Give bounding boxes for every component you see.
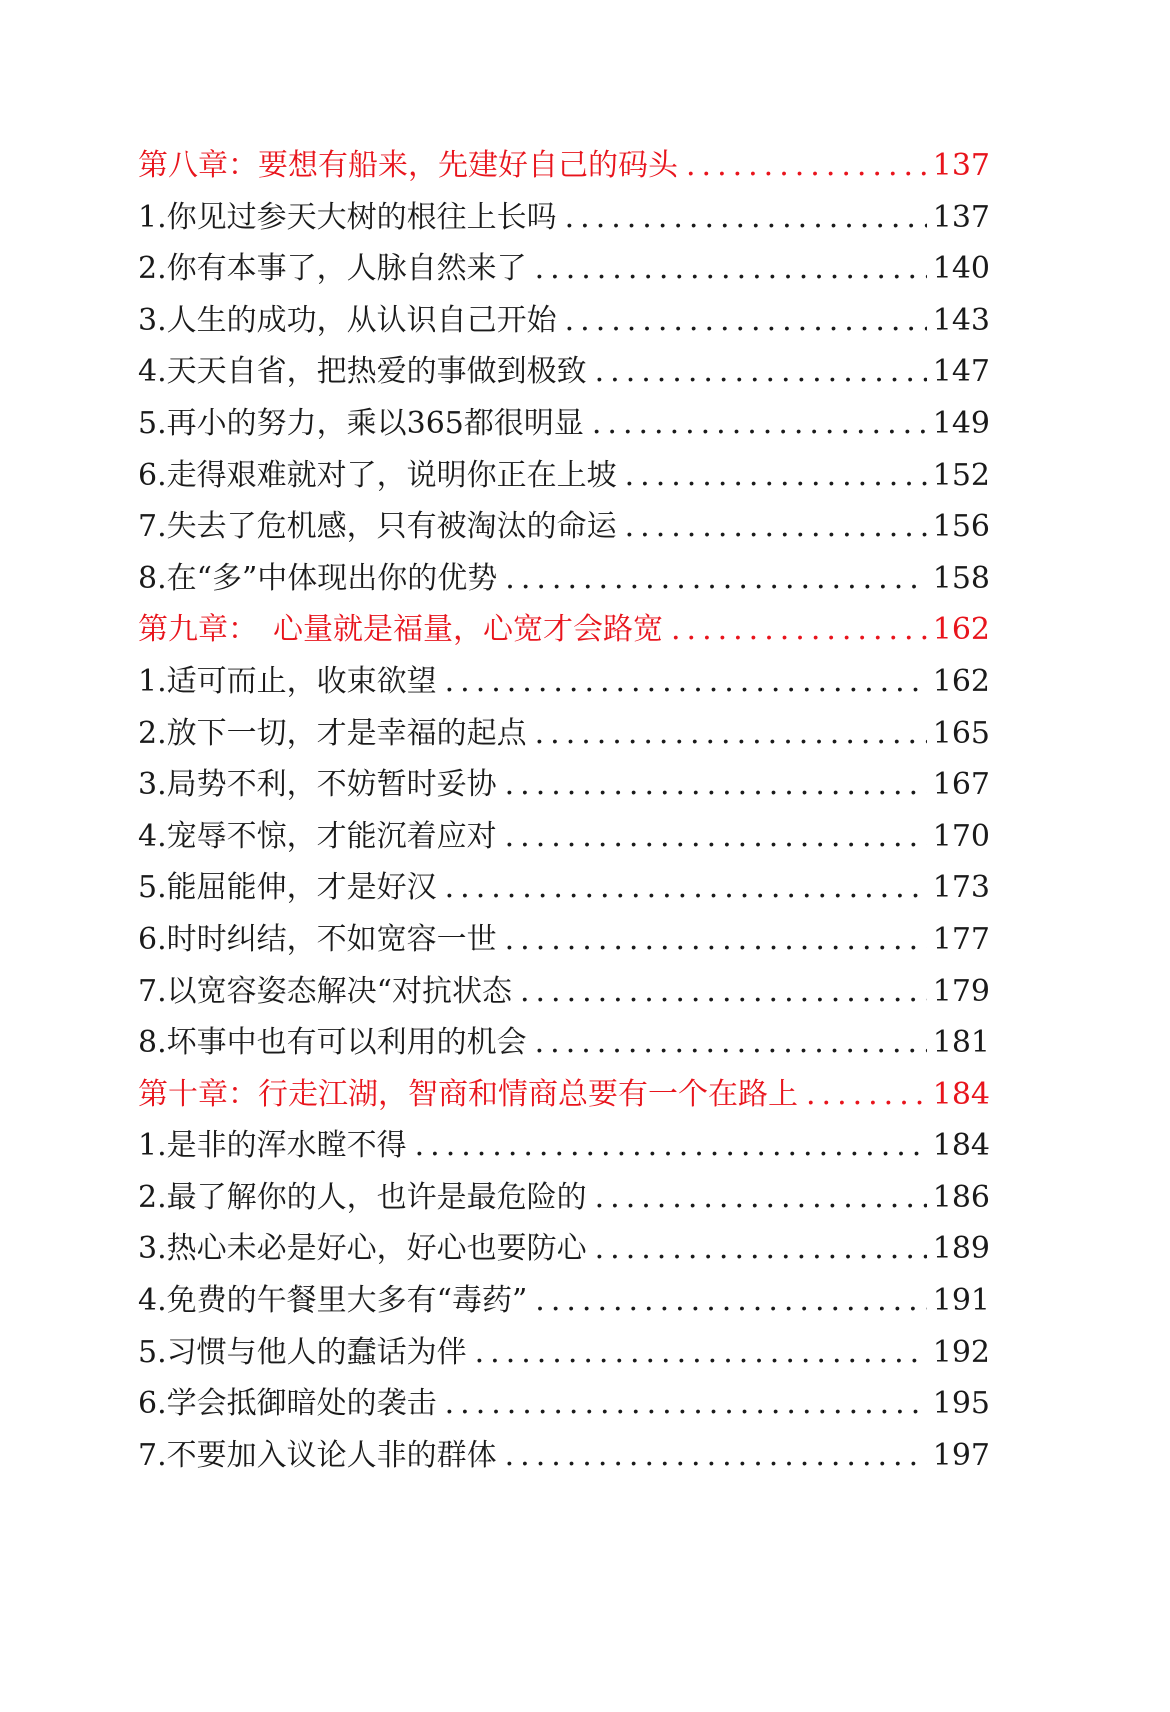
dot-leader [595, 346, 927, 398]
toc-entry[interactable] [138, 966, 990, 1018]
dot-leader [595, 1172, 927, 1224]
toc-page-number: 177 [932, 921, 990, 957]
dot-leader [535, 708, 927, 760]
toc-title: 4.宠辱不惊，才能沉着应对 [138, 818, 497, 854]
table-of-contents [138, 140, 990, 1481]
toc-entry[interactable] [138, 398, 990, 450]
dot-leader [505, 553, 926, 605]
toc-entry[interactable] [138, 1120, 990, 1172]
toc-entry[interactable] [138, 1275, 990, 1327]
dot-leader [520, 966, 927, 1018]
toc-title: 5.能屈能伸，才是好汉 [138, 870, 437, 906]
toc-title: 4.免费的午餐里大多有“毒药” [138, 1283, 528, 1319]
dot-leader [445, 862, 927, 914]
toc-entry[interactable] [138, 1172, 990, 1224]
toc-page-number: 197 [932, 1437, 990, 1473]
dot-leader [505, 914, 927, 966]
toc-chapter-heading[interactable] [138, 604, 990, 656]
toc-entry[interactable] [138, 295, 990, 347]
toc-page-number: 140 [932, 251, 990, 287]
toc-entry[interactable] [138, 759, 990, 811]
toc-entry[interactable] [138, 914, 990, 966]
toc-entry[interactable] [138, 346, 990, 398]
toc-title: 7.以宽容姿态解决“对抗状态 [138, 973, 512, 1009]
toc-title: 5.习惯与他人的蠢话为伴 [138, 1334, 467, 1370]
toc-page-number: 179 [932, 973, 990, 1009]
toc-entry[interactable] [138, 501, 990, 553]
toc-entry[interactable] [138, 1017, 990, 1069]
toc-page-number: 181 [932, 1025, 990, 1061]
toc-title: 5.再小的努力，乘以365都很明显 [138, 405, 584, 441]
toc-title: 1.是非的浑水瞠不得 [138, 1128, 407, 1164]
dot-leader [565, 192, 927, 244]
toc-title: 3.局势不利，不妨暂时妥协 [138, 767, 497, 803]
toc-title: 6.走得艰难就对了，说明你正在上坡 [138, 457, 617, 493]
toc-page-number: 158 [932, 560, 990, 596]
toc-page-number: 173 [932, 870, 990, 906]
toc-entry[interactable] [138, 450, 990, 502]
toc-page-number: 137 [932, 148, 990, 183]
toc-entry[interactable] [138, 1378, 990, 1430]
toc-title: 第十章：行走江湖，智商和情商总要有一个在路上 [138, 1076, 798, 1112]
toc-title: 6.时时纠结，不如宽容一世 [138, 921, 497, 957]
dot-leader [806, 1069, 927, 1121]
toc-title: 6.学会抵御暗处的袭击 [138, 1386, 437, 1422]
dot-leader [565, 295, 927, 347]
toc-page-number: 184 [932, 1128, 990, 1164]
toc-page-number: 137 [932, 199, 990, 235]
toc-title: 8.坏事中也有可以利用的机会 [138, 1025, 527, 1061]
toc-title: 2.放下一切，才是幸福的起点 [138, 715, 527, 751]
toc-entry[interactable] [138, 1223, 990, 1275]
dot-leader [671, 604, 927, 656]
toc-page-number: 189 [932, 1231, 990, 1267]
toc-page-number: 184 [932, 1076, 990, 1112]
toc-page-number: 143 [932, 302, 990, 338]
toc-title: 第八章：要想有船来，先建好自己的码头 [138, 148, 678, 183]
toc-entry[interactable] [138, 1430, 990, 1482]
dot-leader [535, 1017, 927, 1069]
dot-leader [505, 811, 927, 863]
toc-page-number: 192 [932, 1334, 990, 1370]
toc-entry[interactable] [138, 811, 990, 863]
toc-page-number: 167 [932, 767, 990, 803]
dot-leader [686, 140, 927, 192]
toc-chapter-heading[interactable] [138, 1069, 990, 1121]
toc-page-number: 186 [932, 1179, 990, 1215]
toc-page-number: 162 [932, 612, 990, 648]
toc-title: 第九章： 心量就是福量，心宽才会路宽 [138, 612, 663, 648]
toc-title: 7.不要加入议论人非的群体 [138, 1437, 497, 1473]
toc-title: 4.天天自省，把热爱的事做到极致 [138, 354, 587, 390]
toc-page-number: 165 [932, 715, 990, 751]
dot-leader [535, 243, 927, 295]
dot-leader [625, 450, 927, 502]
toc-chapter-heading[interactable] [138, 140, 990, 192]
toc-title: 1.适可而止，收束欲望 [138, 663, 437, 699]
dot-leader [505, 759, 927, 811]
toc-title: 2.最了解你的人，也许是最危险的 [138, 1179, 587, 1215]
dot-leader [445, 656, 927, 708]
toc-entry[interactable] [138, 656, 990, 708]
toc-entry[interactable] [138, 708, 990, 760]
toc-entry[interactable] [138, 862, 990, 914]
toc-page-number: 149 [932, 405, 990, 441]
toc-page-number: 195 [932, 1386, 990, 1422]
toc-page-number: 147 [932, 354, 990, 390]
toc-entry[interactable] [138, 553, 990, 605]
dot-leader [475, 1327, 927, 1379]
dot-leader [535, 1275, 926, 1327]
toc-title: 2.你有本事了，人脉自然来了 [138, 251, 527, 287]
dot-leader [505, 1430, 927, 1482]
dot-leader [592, 398, 927, 450]
dot-leader [415, 1120, 927, 1172]
toc-page-number: 152 [932, 457, 990, 493]
dot-leader [625, 501, 927, 553]
toc-entry[interactable] [138, 243, 990, 295]
dot-leader [445, 1378, 927, 1430]
toc-title: 3.人生的成功，从认识自己开始 [138, 302, 557, 338]
toc-title: 7.失去了危机感，只有被淘汰的命运 [138, 509, 617, 545]
toc-title: 8.在“多”中体现出你的优势 [138, 560, 498, 596]
toc-page-number: 162 [932, 663, 990, 699]
toc-entry[interactable] [138, 192, 990, 244]
toc-title: 1.你见过参天大树的根往上长吗 [138, 199, 557, 235]
toc-page-number: 191 [932, 1283, 990, 1319]
toc-title: 3.热心未必是好心，好心也要防心 [138, 1231, 587, 1267]
toc-page-number: 156 [932, 509, 990, 545]
toc-entry[interactable] [138, 1327, 990, 1379]
toc-page-number: 170 [932, 818, 990, 854]
dot-leader [595, 1223, 927, 1275]
